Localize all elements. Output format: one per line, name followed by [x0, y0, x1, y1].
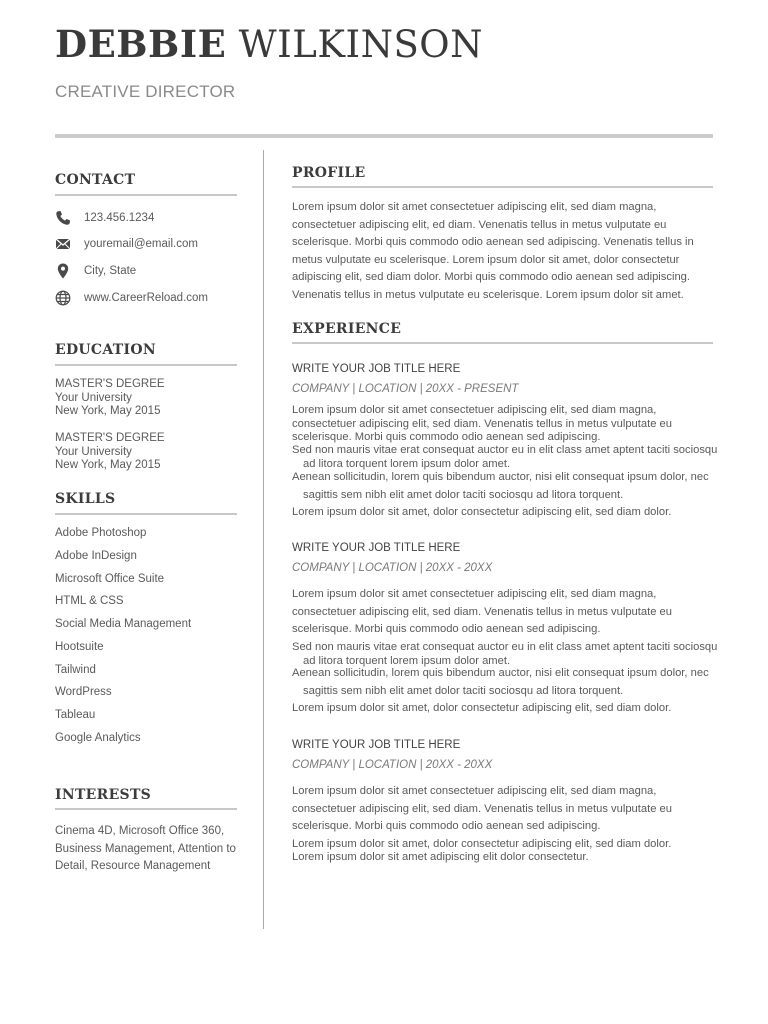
skill-item: Adobe Photoshop: [55, 527, 147, 539]
profile-text: Lorem ipsum dolor sit amet consectetuer adipiscing elit, sed diam magna, consectetuer adipiscing elit, ed diam. Venenatis tellus in metus vulputate eu scelerisque. Morbi quis commodo odio aenean sed adipiscing. Venenatis tellus in metus vulputate eu scelerisque. Lorem ipsum dolor sit amet, dolor consectetur adipiscing elit, sed diam dolor. Morbi quis commodo odio aenean sed adipiscing. Venenatis tellus in metus vulputate eu scelerisque. Lorem ipsum dolor sit amet.: [292, 201, 694, 301]
profile-heading-rule: [292, 186, 713, 188]
globe-icon: [55, 290, 71, 306]
job-title: WRITE YOUR JOB TITLE HERE: [292, 363, 461, 375]
contact-heading: CONTACT: [55, 172, 136, 188]
interests-heading-rule: [55, 808, 237, 810]
job-bullet: Lorem ipsum dolor sit amet adipiscing elit dolor consectetur.: [292, 851, 589, 863]
website-text: www.CareerReload.com: [84, 292, 208, 304]
contact-email: [55, 235, 198, 253]
skill-item: Tableau: [55, 709, 96, 721]
phone-text: 123.456.1234: [84, 212, 155, 224]
skill-item: Social Media Management: [55, 618, 192, 630]
job-bullet: Lorem ipsum dolor sit amet, dolor consectetur adipiscing elit, sed diam dolor.: [292, 838, 672, 850]
job-meta: COMPANY | LOCATION | 20XX - PRESENT: [292, 383, 519, 395]
experience-heading: EXPERIENCE: [292, 321, 402, 337]
last-name: WILKINSON: [238, 23, 484, 66]
place-date: New York, May 2015: [55, 459, 161, 471]
job-bullet: Lorem ipsum dolor sit amet, dolor consectetur adipiscing elit, sed diam dolor.: [292, 702, 672, 714]
job-description: Lorem ipsum dolor sit amet consectetuer adipiscing elit, sed diam magna, consectetuer adipiscing elit, sed diam. Venenatis tellus in metus vulputate eu scelerisque. Morbi quis commodo odio aenean sed adipiscing.: [292, 785, 672, 832]
interests-text: Cinema 4D, Microsoft Office 360, Business Management, Attention to Detail, Resource Management: [55, 825, 236, 872]
job-bullet: Aenean sollicitudin, lorem quis bibendum auctor, nisi elit consequat ipsum dolor, nec sagittis sem nibh elit amet dolor taciti sociosqu ad litora torquent.: [292, 667, 709, 697]
phone-icon: [55, 210, 71, 226]
contact-phone: [55, 209, 154, 227]
header-divider: [55, 134, 713, 138]
map-pin-icon: [55, 263, 71, 279]
candidate-name: [55, 22, 483, 66]
job-bullet: Aenean sollicitudin, lorem quis bibendum auctor, nisi elit consequat ipsum dolor, nec sagittis sem nibh elit amet dolor taciti sociosqu ad litora torquent.: [292, 471, 709, 501]
location-text: City, State: [84, 265, 137, 277]
skill-item: HTML & CSS: [55, 595, 124, 607]
place-date: New York, May 2015: [55, 405, 161, 417]
skill-item: Google Analytics: [55, 732, 141, 744]
school: Your University: [55, 445, 132, 458]
contact-location: [55, 262, 136, 280]
education-heading: EDUCATION: [55, 342, 156, 358]
job-description: Lorem ipsum dolor sit amet consectetuer adipiscing elit, sed diam magna, consectetuer adipiscing elit, sed diam. Venenatis tellus in metus vulputate eu scelerisque. Morbi quis commodo odio aenean sed adipiscing.: [292, 588, 672, 635]
skills-heading-rule: [55, 513, 237, 515]
job-description: Lorem ipsum dolor sit amet consectetuer adipiscing elit, sed diam magna, consectetuer adipiscing elit, sed diam. Venenatis tellus in metus vulputate eu scelerisque. Morbi quis commodo odio aenean sed adipiscing.: [292, 404, 672, 443]
contact-website: [55, 289, 208, 307]
job-meta: COMPANY | LOCATION | 20XX - 20XX: [292, 759, 493, 771]
contact-heading-rule: [55, 194, 237, 196]
job-bullet: Lorem ipsum dolor sit amet, dolor consectetur adipiscing elit, sed diam dolor.: [292, 506, 672, 518]
envelope-icon: [55, 236, 71, 252]
job-bullet: Sed non mauris vitae erat consequat auctor eu in elit class amet aptent taciti sociosqu ad litora torquent lorem ipsum dolor amet.: [292, 641, 718, 667]
experience-heading-rule: [292, 342, 713, 344]
job-meta: COMPANY | LOCATION | 20XX - 20XX: [292, 562, 493, 574]
skill-item: Hootsuite: [55, 641, 104, 653]
job-title: WRITE YOUR JOB TITLE HERE: [292, 542, 461, 554]
profile-heading: PROFILE: [292, 165, 366, 181]
job-title-subtitle: CREATIVE DIRECTOR: [55, 82, 236, 101]
column-divider: [263, 150, 264, 929]
education-heading-rule: [55, 364, 237, 366]
job-title: WRITE YOUR JOB TITLE HERE: [292, 739, 461, 751]
education-entry: [55, 378, 165, 419]
email-text: youremail@email.com: [84, 238, 198, 250]
school: Your University: [55, 391, 132, 404]
job-bullet: Sed non mauris vitae erat consequat auctor eu in elit class amet aptent taciti sociosqu ad litora torquent lorem ipsum dolor amet.: [292, 444, 718, 470]
degree: MASTER'S DEGREE: [55, 432, 165, 444]
degree: MASTER'S DEGREE: [55, 378, 165, 390]
education-entry: [55, 432, 165, 473]
skill-item: Tailwind: [55, 664, 96, 676]
skill-item: Microsoft Office Suite: [55, 573, 165, 585]
skill-item: Adobe InDesign: [55, 550, 137, 562]
skills-heading: SKILLS: [55, 491, 116, 507]
skill-item: WordPress: [55, 686, 112, 698]
first-name: DEBBIE: [55, 22, 227, 66]
interests-heading: INTERESTS: [55, 787, 152, 803]
